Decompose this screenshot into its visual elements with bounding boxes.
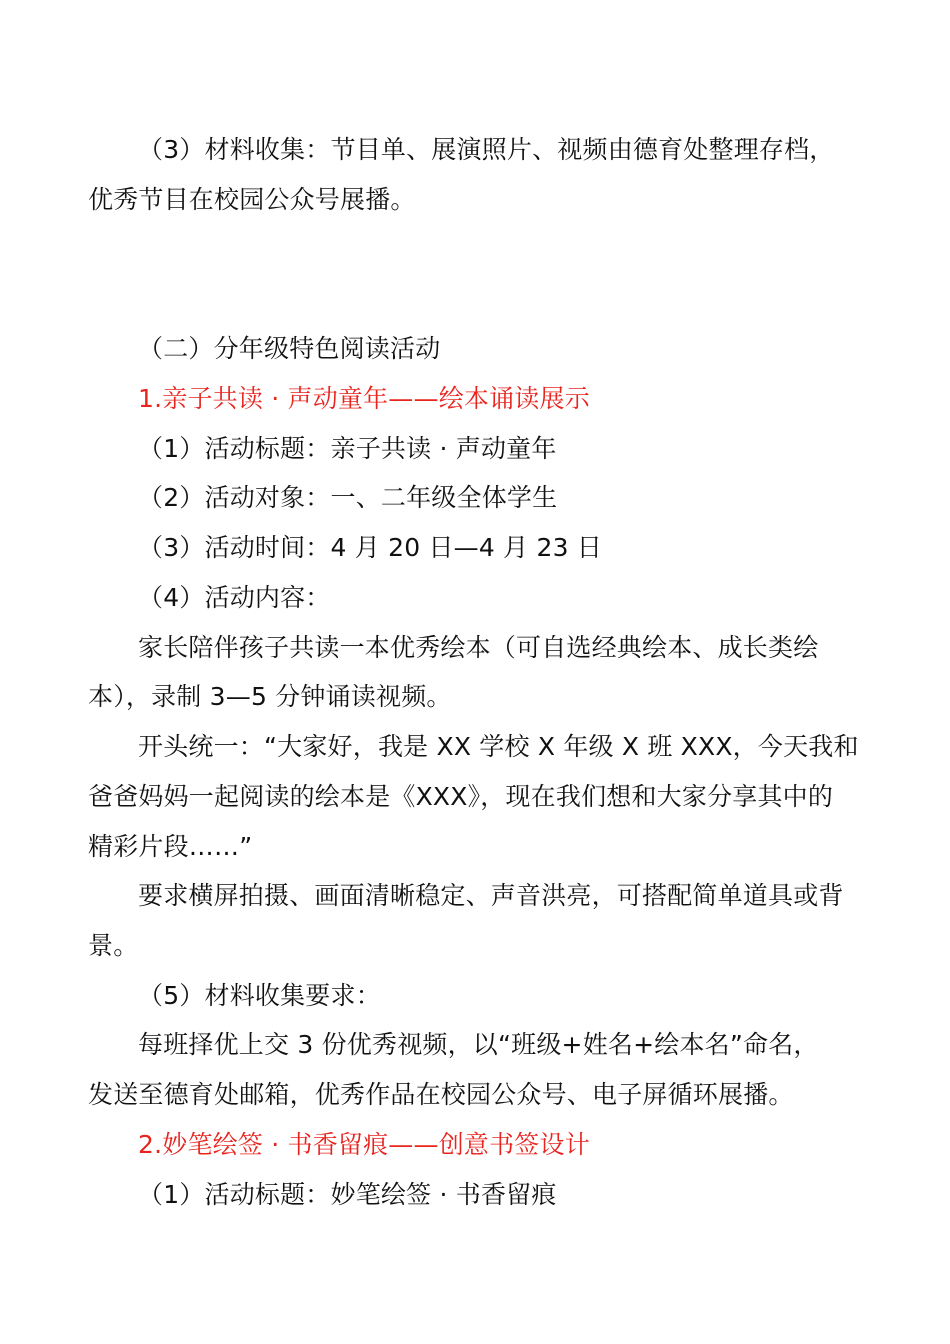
content-p2-line3: 精彩片段……” (88, 832, 253, 861)
activity1-target-item: （2）活动对象：一、二年级全体学生 (138, 483, 558, 512)
activity1-content-item: （4）活动内容： (138, 583, 331, 612)
activity1-title-item: （1）活动标题：亲子共读 · 声动童年 (138, 434, 557, 463)
activity1-time-item: （3）活动时间：4 月 20 日—4 月 23 日 (138, 533, 603, 562)
content-p3-line2: 景。 (88, 931, 139, 960)
content-p2-line1: 开头统一：“大家好，我是 XX 学校 X 年级 X 班 XXX，今天我和 (138, 732, 859, 761)
content-p3-line1: 要求横屏拍摄、画面清晰稳定、声音洪亮，可搭配简单道具或背 (138, 881, 844, 910)
activity1-collect-item: （5）材料收集要求： (138, 981, 381, 1010)
block1-line1: （3）材料收集：节目单、展演照片、视频由德育处整理存档， (138, 135, 835, 164)
content-p1-line1: 家长陪伴孩子共读一本优秀绘本（可自选经典绘本、成长类绘 (138, 633, 819, 662)
collect-p-line1: 每班择优上交 3 份优秀视频，以“班级+姓名+绘本名”命名， (138, 1030, 819, 1059)
content-p1-line2: 本），录制 3—5 分钟诵读视频。 (88, 682, 452, 711)
activity2-title-item: （1）活动标题：妙笔绘签 · 书香留痕 (138, 1180, 557, 1209)
collect-p-line2: 发送至德育处邮箱，优秀作品在校园公众号、电子屏循环展播。 (88, 1080, 794, 1109)
section2-heading: （二）分年级特色阅读活动 (138, 334, 441, 363)
content-p2-line2: 爸爸妈妈一起阅读的绘本是《XXX》，现在我们想和大家分享其中的 (88, 782, 834, 811)
activity2-heading: 2.妙笔绘签 · 书香留痕——创意书签设计 (138, 1130, 590, 1159)
activity1-heading: 1.亲子共读 · 声动童年——绘本诵读展示 (138, 384, 590, 413)
block1-line2: 优秀节目在校园公众号展播。 (88, 185, 416, 214)
